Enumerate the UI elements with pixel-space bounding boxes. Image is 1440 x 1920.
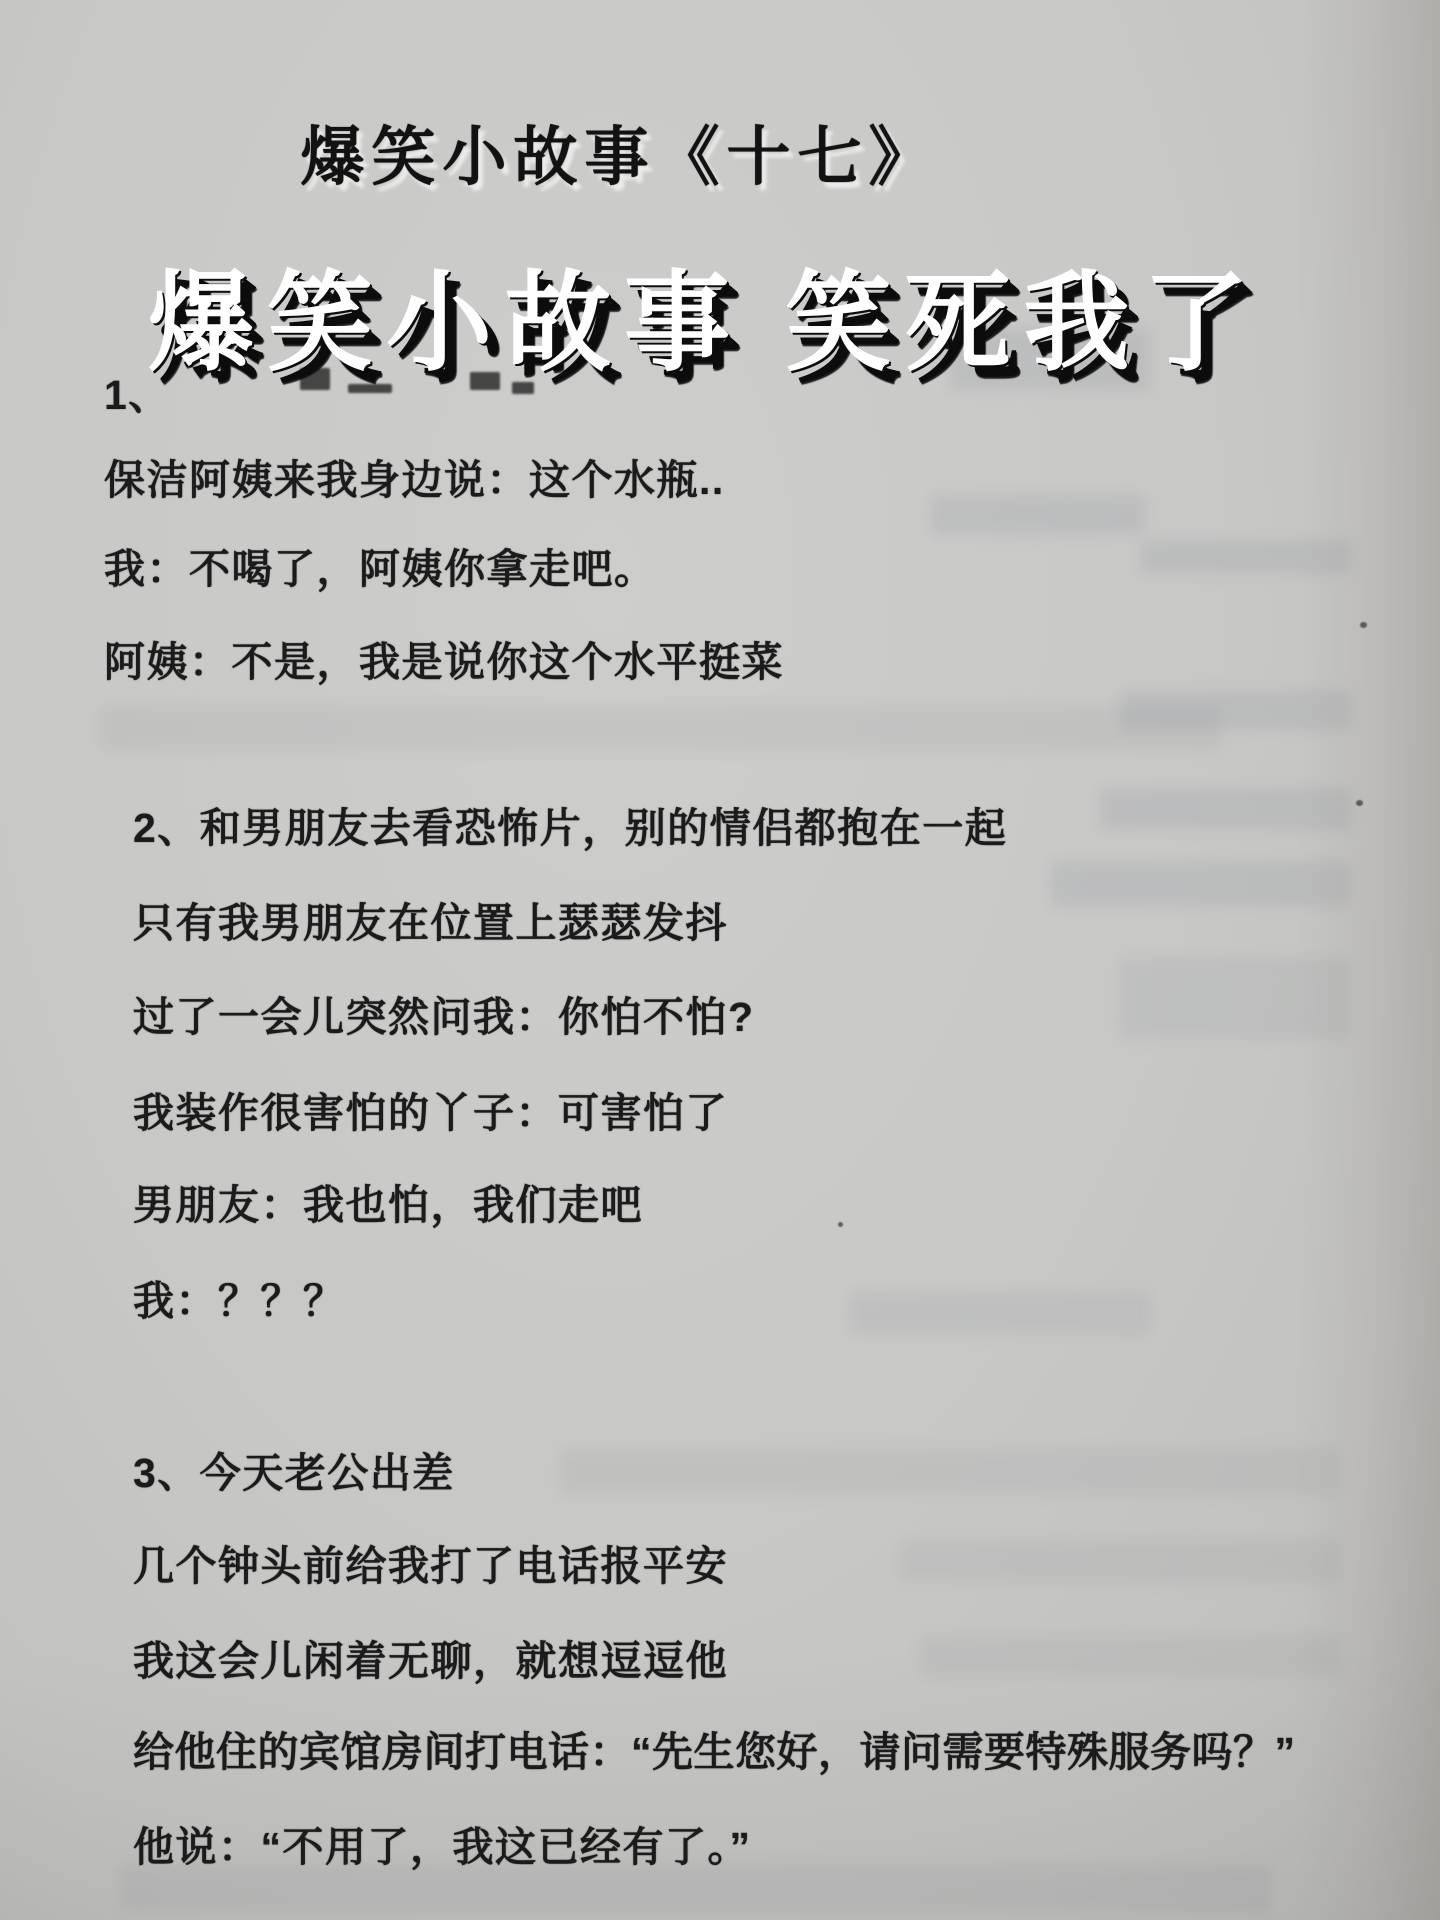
page-title: 爆笑小故事《十七》	[300, 121, 940, 193]
bleedthrough-smudge	[1050, 862, 1350, 906]
bleedthrough-smudge	[1120, 690, 1350, 730]
story-heading: 1、	[104, 372, 171, 418]
bleedthrough-smudge	[100, 706, 1220, 750]
story-line: 只有我男朋友在位置上瑟瑟发抖	[133, 900, 728, 946]
bleedthrough-smudge	[1120, 958, 1350, 1038]
story-line: 我装作很害怕的丫子：可害怕了	[133, 1090, 728, 1136]
story-line: 几个钟头前给我打了电话报平安	[133, 1543, 728, 1589]
story-line: 阿姨：不是，我是说你这个水平挺菜	[104, 639, 784, 685]
story-line: 保洁阿姨来我身边说：这个水瓶..	[104, 457, 725, 503]
dust-speck	[838, 1222, 843, 1227]
bleedthrough-smudge	[930, 495, 1145, 535]
dust-speck	[1360, 622, 1367, 628]
story-line: 过了一会儿突然问我：你怕不怕?	[133, 994, 755, 1040]
story-line: 男朋友：我也怕，我们走吧	[133, 1182, 643, 1228]
bleedthrough-smudge	[920, 1636, 1340, 1676]
story-line: 他说：“不用了，我这已经有了。”	[133, 1824, 752, 1870]
overlay-caption: 爆笑小故事 笑死我了	[148, 262, 1262, 385]
story-heading: 3、今天老公出差	[133, 1450, 455, 1496]
story-heading: 2、和男朋友去看恐怖片，别的情侣都抱在一起	[133, 805, 1008, 851]
story-line: 我：？？？	[133, 1278, 346, 1324]
bleedthrough-smudge	[850, 1292, 1150, 1334]
dust-speck	[1356, 800, 1363, 806]
story-line: 我这会儿闲着无聊，就想逗逗他	[133, 1638, 728, 1684]
story-line: 给他住的宾馆房间打电话：“先生您好，请问需要特殊服务吗？”	[133, 1729, 1296, 1775]
bleedthrough-smudge	[1100, 788, 1350, 830]
bleedthrough-smudge	[900, 1540, 1340, 1582]
bleedthrough-smudge	[560, 1448, 1340, 1494]
bleedthrough-smudge	[1140, 540, 1350, 574]
story-line: 我：不喝了，阿姨你拿走吧。	[104, 546, 657, 592]
